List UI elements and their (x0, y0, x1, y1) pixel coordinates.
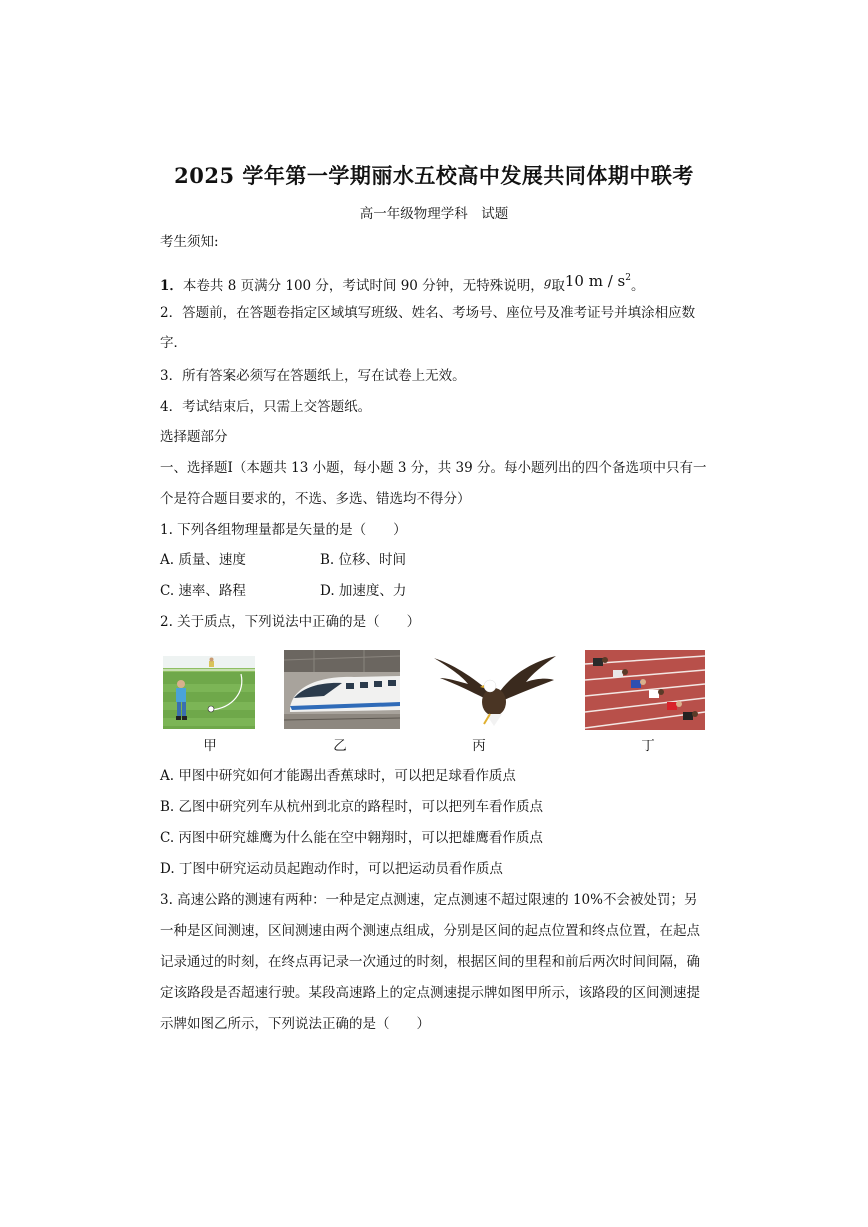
notice-item-3: 3．所有答案必须写在答题纸上，写在试卷上无效。 (160, 368, 466, 384)
q2-option-b: B. 乙图中研究列车从杭州到北京的路程时，可以把列车看作质点 (160, 799, 544, 815)
notice-item-1-end: 。 (631, 278, 645, 294)
take-word: 取 (551, 278, 565, 294)
part1-instructions-line-2: 个是符合题目要求的，不选、多选、错选均不得分） (160, 491, 471, 507)
q1-option-b: B. 位移、时间 (320, 552, 407, 568)
q3-line-4: 定该路段是否超速行驶。某段高速路上的定点测速提示牌如图甲所示，该路段的区间测速提 (160, 985, 700, 1001)
gravity-symbol: g (543, 275, 552, 289)
figure-train (284, 650, 400, 729)
part1-instructions-line-1: 一、选择题Ⅰ（本题共 13 小题，每小题 3 分，共 39 分。每小题列出的四个备选项中只有一 (160, 460, 707, 476)
notice-item-1 (160, 272, 645, 296)
q2-stem: 2. 关于质点，下列说法中正确的是（ ） (160, 614, 421, 630)
figure-eagle (432, 654, 558, 730)
q1-option-a: A. 质量、速度 (160, 552, 246, 568)
notice-item-2-line-2: 字． (160, 335, 187, 351)
section-heading: 选择题部分 (160, 429, 228, 445)
page-title: 2025 学年第一学期丽水五校高中发展共同体期中联考 (174, 163, 694, 188)
q2-option-d: D. 丁图中研究运动员起跑动作时，可以把运动员看作质点 (160, 861, 503, 877)
notice-item-1-number: 1． (160, 278, 183, 294)
q1-stem: 1. 下列各组物理量都是矢量的是（ ） (160, 522, 407, 538)
q1-option-d: D. 加速度、力 (320, 583, 407, 599)
notice-heading: 考生须知: (160, 234, 219, 250)
q1-option-c: C. 速率、路程 (160, 583, 246, 599)
notice-item-2-line-1: 2．答题前，在答题卷指定区域填写班级、姓名、考场号、座位号及准考证号并填涂相应数 (160, 305, 696, 321)
q2-option-c: C. 丙图中研究雄鹰为什么能在空中翱翔时，可以把雄鹰看作质点 (160, 830, 543, 846)
figure-sprinters (585, 650, 705, 730)
q2-option-a: A. 甲图中研究如何才能踢出香蕉球时，可以把足球看作质点 (160, 768, 516, 784)
figure-label-ding: 丁 (641, 738, 655, 754)
figure-soccer (163, 656, 255, 729)
q3-line-1: 3. 高速公路的测速有两种：一种是定点测速，定点测速不超过限速的 10%不会被处罚；另 (160, 892, 698, 908)
q3-line-2: 一种是区间测速，区间测速由两个测速点组成，分别是区间的起点位置和终点位置，在起点 (160, 923, 700, 939)
q3-line-5: 示牌如图乙所示，下列说法正确的是（ ） (160, 1016, 430, 1032)
figure-label-jia: 甲 (203, 738, 217, 754)
figure-label-yi: 乙 (333, 738, 347, 754)
gravity-value: 10 m / $s^2$ (564, 272, 631, 290)
q3-line-3: 记录通过的时刻，在终点再记录一次通过的时刻，根据区间的里程和前后两次时间间隔，确 (160, 954, 700, 970)
figure-label-bing: 丙 (472, 738, 486, 754)
page-subtitle: 高一年级物理学科 试题 (359, 206, 509, 222)
notice-item-4: 4．考试结束后，只需上交答题纸。 (160, 399, 372, 415)
notice-item-1-text: 本卷共 8 页满分 100 分，考试时间 90 分钟，无特殊说明， (182, 278, 544, 294)
